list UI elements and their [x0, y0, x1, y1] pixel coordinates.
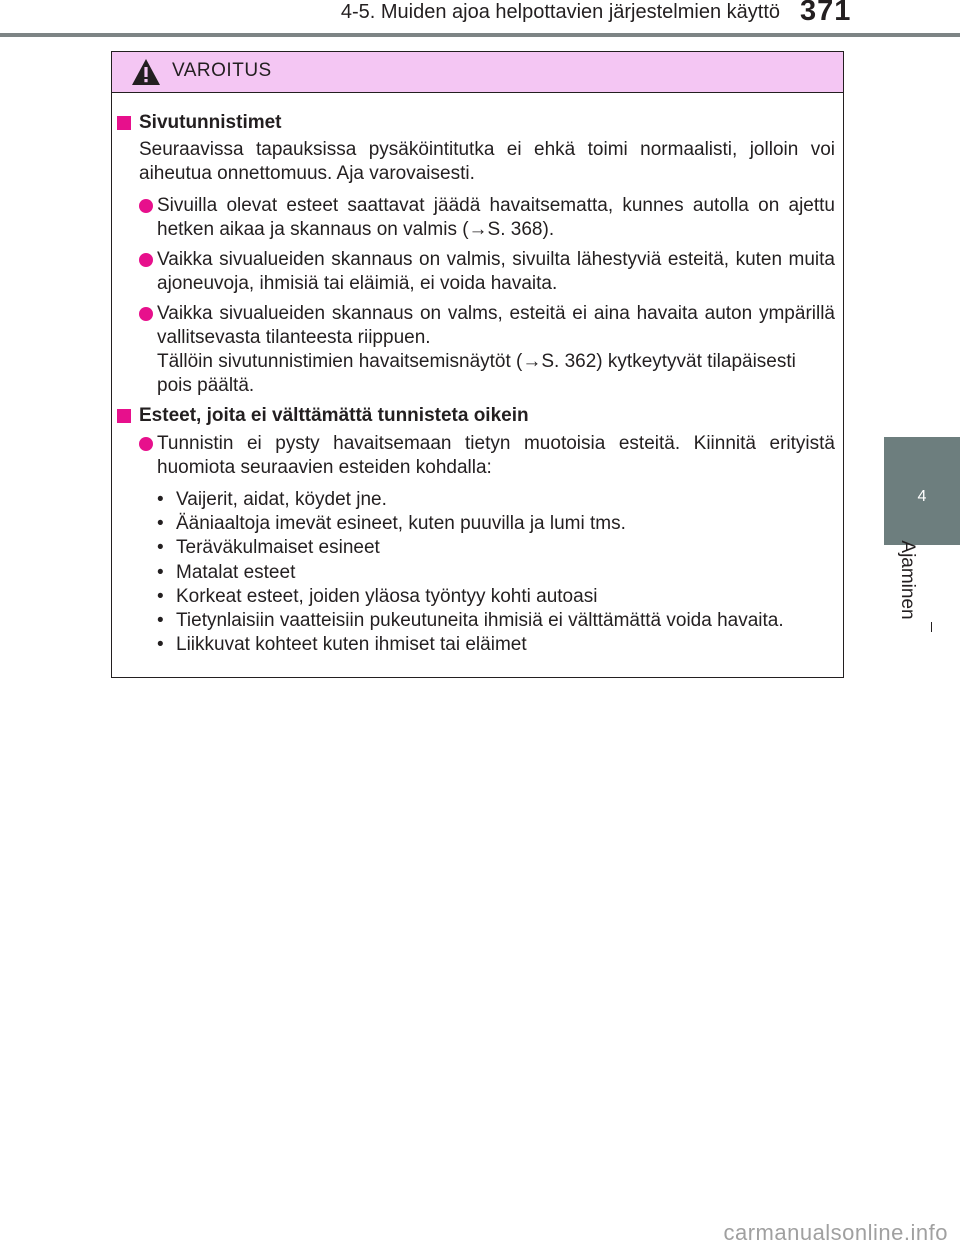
running-header: 4-5. Muiden ajoa helpottavien järjestelmien käyttö [340, 1, 780, 23]
watermark[interactable]: carmanualsonline.info [723, 1220, 948, 1245]
bullet-continuation: Tällöin sivutunnistimien havaitsemisnäytöt (→S. 362) kytkeytyvät tilapäisesti pois päältä. [157, 351, 796, 396]
list-item: • Teräväkulmaiset esineet [157, 536, 835, 560]
list-item: • Vaijerit, aidat, köydet jne. [157, 488, 835, 512]
list-item: Tunnistin ei pysty havaitsemaan tietyn muotoisia esteitä. Kiinnitä erityistä huomiota seuraavien esteiden kohdalla: [139, 432, 835, 480]
list-item: • Liikkuvat kohteet kuten ihmiset tai eläimet [157, 633, 835, 657]
chapter-number: 4 [917, 488, 927, 505]
warning-content [112, 111, 843, 657]
square-bullet-icon [117, 116, 131, 130]
list-item: • Tietynlaisiin vaatteisiin pukeutuneita ihmisiä ei välttämättä voida havaita. [157, 609, 835, 633]
list-item: Vaikka sivualueiden skannaus on valmis, sivuilta lähestyviä esteitä, kuten muita ajoneuvoja, ihmisiä tai eläimiä, ei voida havaita. [139, 248, 835, 296]
warning-triangle-icon [131, 58, 161, 86]
round-bullet-icon [139, 437, 153, 451]
section-intro: Seuraavissa tapauksissa pysäköintitutka ei ehkä toimi normaalisti, jolloin voi aiheutua onnettomuus. Aja varovaisesti. [139, 139, 835, 184]
warning-title: VAROITUS [172, 60, 272, 81]
chapter-tab[interactable] [884, 437, 960, 545]
chapter-label: Ajaminen [897, 540, 918, 620]
page-number: 371 [800, 0, 852, 27]
list-item: • Korkeat esteet, joiden yläosa työntyy kohti autoasi [157, 585, 835, 609]
round-bullet-icon [139, 199, 153, 213]
warning-box [111, 51, 844, 678]
list-item: Sivuilla olevat esteet saattavat jäädä havaitsematta, kunnes autolla on ajettu hetken aikaa ja skannaus on valmis (→S. 368). [139, 194, 835, 242]
header-rule [0, 33, 960, 37]
round-bullet-icon [139, 307, 153, 321]
section-side-sensors [112, 111, 843, 398]
section-title: Esteet, joita ei välttämättä tunnisteta oikein [139, 404, 835, 428]
list-item: • Ääniaaltoja imevät esineet, kuten puuvilla ja lumi tms. [157, 512, 835, 536]
obstacle-list [157, 488, 835, 657]
list-item: • Matalat esteet [157, 561, 835, 585]
square-bullet-icon [117, 409, 131, 423]
list-item: Vaikka sivualueiden skannaus on valms, esteitä ei aina havaita auton ympärillä vallitsevasta tilanteesta riippuen. Tällöin sivutunnistimien havaitsemisnäytöt (→S. 362) kytkeytyvät tilapäisesti pois päältä. [139, 302, 835, 398]
section-title: Sivutunnistimet [139, 111, 835, 135]
section-undetected-obstacles [112, 404, 843, 657]
round-bullet-icon [139, 253, 153, 267]
edge-tick-mark [931, 622, 932, 632]
warning-header [112, 52, 843, 93]
